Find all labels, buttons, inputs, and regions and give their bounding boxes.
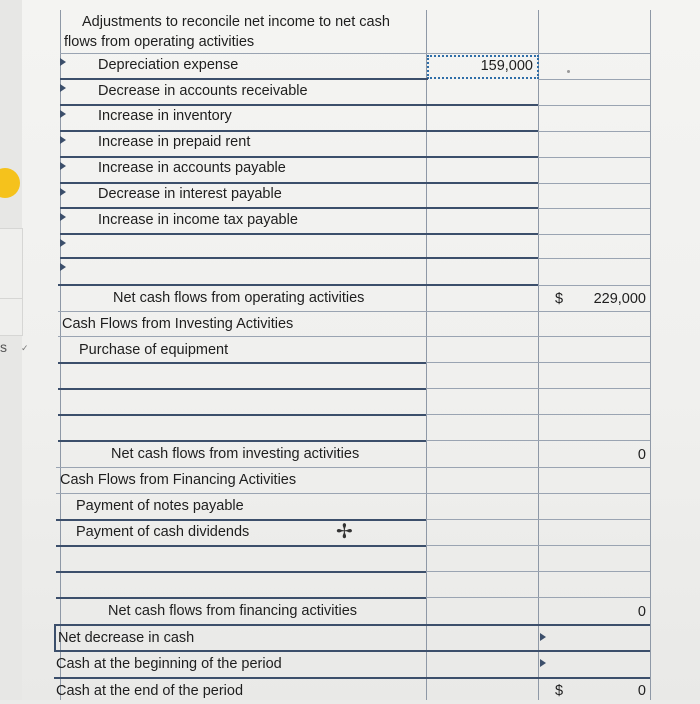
row-arrow-icon — [60, 263, 66, 271]
cash-end-label: Cash at the end of the period — [56, 683, 244, 699]
interest-payable-label: Decrease in interest payable — [98, 186, 282, 202]
net-operating-total: 229,000 — [593, 291, 646, 307]
row-divider — [426, 362, 650, 363]
depreciation-value: 159,000 — [480, 58, 533, 74]
row-divider — [426, 545, 650, 546]
row-divider — [58, 362, 426, 364]
cash-end-total: 0 — [637, 683, 646, 699]
row-divider — [538, 79, 650, 80]
income-tax-payable-input[interactable] — [427, 209, 538, 233]
net-decrease-input[interactable] — [539, 626, 650, 650]
row-arrow-icon — [60, 58, 66, 66]
row-divider — [538, 157, 650, 158]
cash-end-currency: $ — [555, 683, 564, 699]
cash-dividends-input[interactable] — [427, 521, 538, 545]
row-divider — [426, 388, 650, 389]
row-divider — [60, 257, 538, 259]
row-divider — [538, 183, 650, 184]
notes-payable-label: Payment of notes payable — [76, 498, 244, 514]
row-divider — [426, 414, 650, 415]
row-divider — [426, 597, 650, 598]
inventory-label: Increase in inventory — [98, 108, 232, 124]
check-icon: ✓ — [21, 343, 29, 353]
crosshair-cursor-icon: ✢ — [336, 521, 353, 543]
row-divider — [426, 440, 650, 441]
net-operating-label: Net cash flows from operating activities — [113, 290, 365, 306]
net-decrease-label: Net decrease in cash — [58, 630, 195, 646]
depreciation-label: Depreciation expense — [98, 57, 239, 73]
edge-label: s — [0, 339, 7, 355]
accounts-receivable-input[interactable] — [427, 80, 538, 104]
row-arrow-icon — [60, 110, 66, 118]
row-divider — [538, 131, 650, 132]
row-divider — [538, 105, 650, 106]
purchase-equipment-input[interactable] — [427, 338, 538, 362]
row-arrow-icon — [60, 239, 66, 247]
income-tax-payable-label: Increase in income tax payable — [98, 212, 298, 228]
row-divider — [538, 258, 650, 259]
cash-beginning-input[interactable] — [539, 652, 650, 677]
prepaid-rent-label: Increase in prepaid rent — [98, 134, 251, 150]
row-divider — [426, 519, 650, 520]
row-divider — [56, 545, 426, 547]
net-operating-currency: $ — [555, 291, 564, 307]
inventory-input[interactable] — [427, 106, 538, 130]
section-header-line1: Adjustments to reconcile net income to net cash — [82, 14, 390, 30]
col-border-right — [650, 10, 651, 700]
cursor-dot — [567, 70, 570, 73]
row-arrow-icon — [60, 84, 66, 92]
row-divider — [538, 208, 650, 209]
row-divider — [54, 624, 56, 650]
row-divider — [426, 571, 650, 572]
section-header-line2: flows from operating activities — [64, 34, 255, 50]
row-divider — [58, 388, 426, 390]
row-arrow-icon — [60, 188, 66, 196]
row-divider — [56, 571, 426, 573]
financing-header: Cash Flows from Financing Activities — [60, 472, 297, 488]
row-arrow-icon — [60, 136, 66, 144]
investing-header: Cash Flows from Investing Activities — [62, 316, 294, 332]
notes-payable-input[interactable] — [427, 495, 538, 519]
net-financing-label: Net cash flows from financing activities — [108, 603, 358, 619]
purchase-equipment-label: Purchase of equipment — [79, 342, 229, 358]
row-arrow-icon — [60, 213, 66, 221]
row-divider — [538, 285, 650, 286]
accounts-payable-input[interactable] — [427, 158, 538, 182]
accounts-receivable-label: Decrease in accounts receivable — [98, 83, 308, 99]
cash-beginning-label: Cash at the beginning of the period — [56, 656, 282, 672]
row-divider — [538, 234, 650, 235]
prepaid-rent-input[interactable] — [427, 132, 538, 156]
net-financing-total: 0 — [637, 604, 646, 620]
net-investing-label: Net cash flows from investing activities — [111, 446, 360, 462]
cash-dividends-label: Payment of cash dividends — [76, 524, 250, 540]
interest-payable-input[interactable] — [427, 184, 538, 207]
accounts-payable-label: Increase in accounts payable — [98, 160, 286, 176]
row-arrow-icon — [60, 162, 66, 170]
net-investing-total: 0 — [637, 447, 646, 463]
row-divider — [58, 414, 426, 416]
row-divider — [60, 233, 538, 235]
